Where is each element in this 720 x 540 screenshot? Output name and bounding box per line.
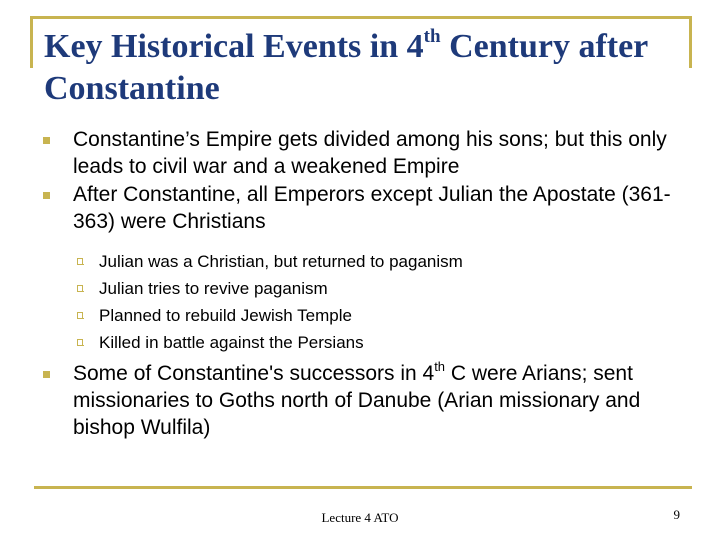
hollow-square-bullet-icon bbox=[77, 339, 83, 346]
right-rule bbox=[689, 16, 692, 68]
page-number: 9 bbox=[673, 507, 680, 522]
sub-bullet-text: Planned to rebuild Jewish Temple bbox=[99, 306, 352, 325]
square-bullet-icon bbox=[43, 137, 50, 144]
bottom-rule bbox=[34, 486, 692, 489]
title-part2: Century after Constantine bbox=[44, 28, 648, 107]
sub-bullet-list bbox=[91, 248, 680, 356]
title-part1: Key Historical Events in 4 bbox=[44, 28, 424, 65]
bullet-text-part2: C were Arians; sent missionaries to Goths north of Danube (Arian missionary and bishop Wulfila) bbox=[73, 362, 641, 439]
hollow-square-bullet-icon bbox=[77, 258, 83, 265]
square-bullet-icon bbox=[43, 192, 50, 199]
top-rule bbox=[30, 16, 692, 19]
sub-bullet-text: Julian tries to revive paganism bbox=[99, 279, 328, 298]
bullet-item bbox=[40, 181, 680, 235]
hollow-square-bullet-icon bbox=[77, 312, 83, 319]
bullet-text: Constantine’s Empire gets divided among his sons; but this only leads to civil war and a weakened Empire bbox=[73, 128, 667, 178]
sub-bullet-item bbox=[91, 302, 680, 329]
bullet-item bbox=[40, 360, 680, 441]
sub-bullet-text: Killed in battle against the Persians bbox=[99, 333, 364, 352]
bullet-text: After Constantine, all Emperors except Julian the Apostate (361-363) were Christians bbox=[73, 183, 671, 233]
bullet-list bbox=[40, 126, 680, 441]
sub-bullet-item bbox=[91, 275, 680, 302]
sub-bullet-item bbox=[91, 248, 680, 275]
bullet-text-part1: Some of Constantine's successors in 4 bbox=[73, 362, 435, 385]
square-bullet-icon bbox=[43, 371, 50, 378]
footer-text: Lecture 4 ATO bbox=[321, 510, 399, 525]
slide-title bbox=[44, 26, 684, 110]
hollow-square-bullet-icon bbox=[77, 285, 83, 292]
left-rule bbox=[30, 16, 33, 68]
title-superscript: th bbox=[423, 26, 441, 47]
sub-bullet-text: Julian was a Christian, but returned to paganism bbox=[99, 252, 463, 271]
sub-bullet-item bbox=[91, 329, 680, 356]
bullet-item bbox=[40, 126, 680, 180]
bullet-superscript: th bbox=[434, 359, 446, 374]
